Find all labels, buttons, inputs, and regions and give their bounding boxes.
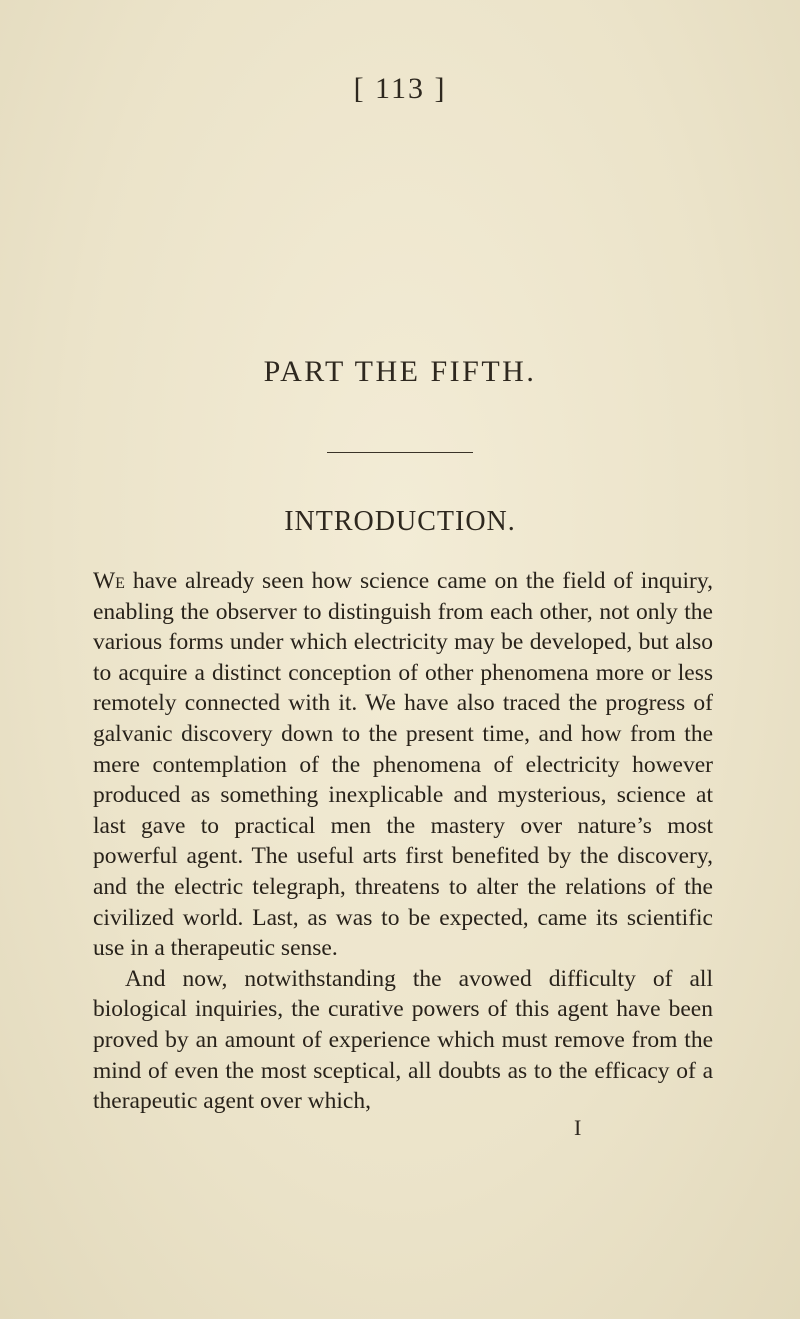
paragraph-2: And now, notwithstanding the avowed difficulty of all biological inquiries, the curative powers of this agent have been proved by an amount of experience which must remove from the mind of even the most sceptical, all doubts as to the efficacy of a therapeutic agent over which, [93, 965, 713, 1115]
paragraph-1 [93, 566, 713, 964]
title-divider [327, 452, 473, 453]
paragraph-1-text: have already seen how science came on the field of inquiry, enabling the observer to distinguish from each other, not only the various forms under which electricity may be developed, but also to acquire a distinct conception of other phenomena more or less remotely connected with it. We have also traced the progress of galvanic discovery down to the present time, and how from the mere contemplation of the phenomena of electricity however produced as something inexplicable and mysterious, science at last gave to practical men the mastery over nature’s most powerful agent. The useful arts first benefited by the discovery, and the electric telegraph, threatens to alter the relations of the civilized world. Last, as was to be expected, came its scientific use in a therapeutic sense. [93, 568, 713, 962]
paragraph-1-first-word: We [93, 568, 125, 594]
body-text [93, 566, 713, 1117]
signature-mark: I [574, 1115, 582, 1140]
section-title: INTRODUCTION. [284, 506, 516, 537]
page-number: [ 113 ] [353, 72, 447, 105]
part-title: PART THE FIFTH. [263, 355, 537, 388]
